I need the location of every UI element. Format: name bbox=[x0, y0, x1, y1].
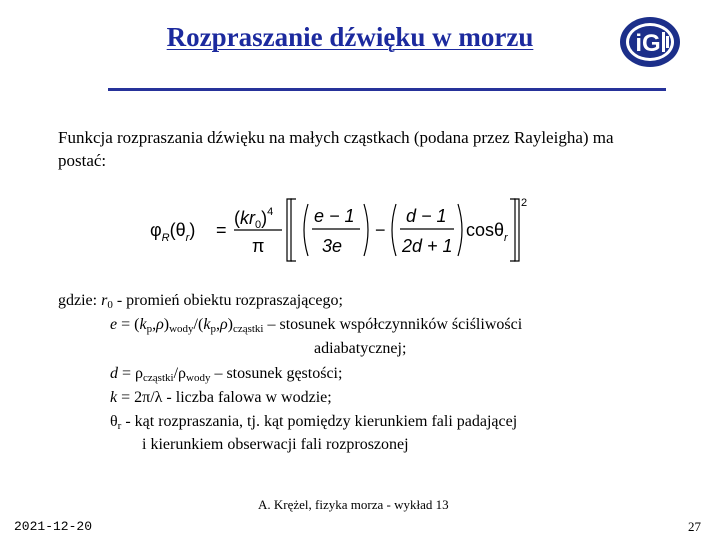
term2-denominator: 2d + 1 bbox=[402, 236, 453, 256]
logo-letters: iG bbox=[635, 30, 661, 57]
university-logo bbox=[618, 14, 682, 70]
intro-text: Funkcja rozpraszania dźwięku na małych cząstkach (podana przez Rayleigha) ma postać: bbox=[58, 128, 614, 170]
definition-d: $d = \rho_{cząstki}/\rho_{wody}$ – stosunek gęstości; bbox=[110, 365, 343, 384]
formula-numerator: $(kr_0)^4$ bbox=[234, 206, 274, 231]
term1-denominator: 3e bbox=[322, 236, 343, 256]
definition-theta-cont: i kierunkiem obserwacji fali rozproszonej bbox=[142, 436, 409, 453]
outer-exponent: 2 bbox=[521, 197, 528, 209]
formula-equals: = bbox=[216, 220, 227, 240]
formula-lhs: $\varphi_R(\theta_r)$ bbox=[150, 220, 196, 244]
definition-k: k = 2π/λ - liczba falowa w wodzie; bbox=[110, 389, 332, 406]
definition-e: $e = (k_p,\rho)_{wody}/(k_p,\rho)_{cząstki}$ – stosunek współczynników ściśliwości bbox=[110, 316, 523, 335]
term1-numerator: e − 1 bbox=[314, 206, 355, 226]
formula-minus: − bbox=[375, 220, 386, 240]
term2-numerator: d − 1 bbox=[406, 206, 447, 226]
rayleigh-formula bbox=[150, 194, 530, 266]
definition-theta: $\theta_r$ - kąt rozpraszania, tj. kąt pomiędzy kierunkiem fali padającej bbox=[110, 413, 518, 432]
footer-author: A. Krężel, fizyka morza - wykład 13 bbox=[258, 497, 449, 512]
slide-title: Rozpraszanie dźwięku w morzu bbox=[166, 22, 534, 52]
definition-e-cont: adiabatycznej; bbox=[314, 340, 407, 357]
formula-cos: cosθ$_r$ bbox=[466, 220, 508, 244]
title-divider bbox=[108, 88, 666, 91]
formula-pi: π bbox=[252, 236, 265, 256]
slide-date: 2021-12-20 bbox=[14, 519, 93, 534]
page-number: 27 bbox=[688, 519, 701, 534]
definition-r: gdzie: $r_0$ - promień obiektu rozpraszającego; bbox=[58, 292, 343, 311]
